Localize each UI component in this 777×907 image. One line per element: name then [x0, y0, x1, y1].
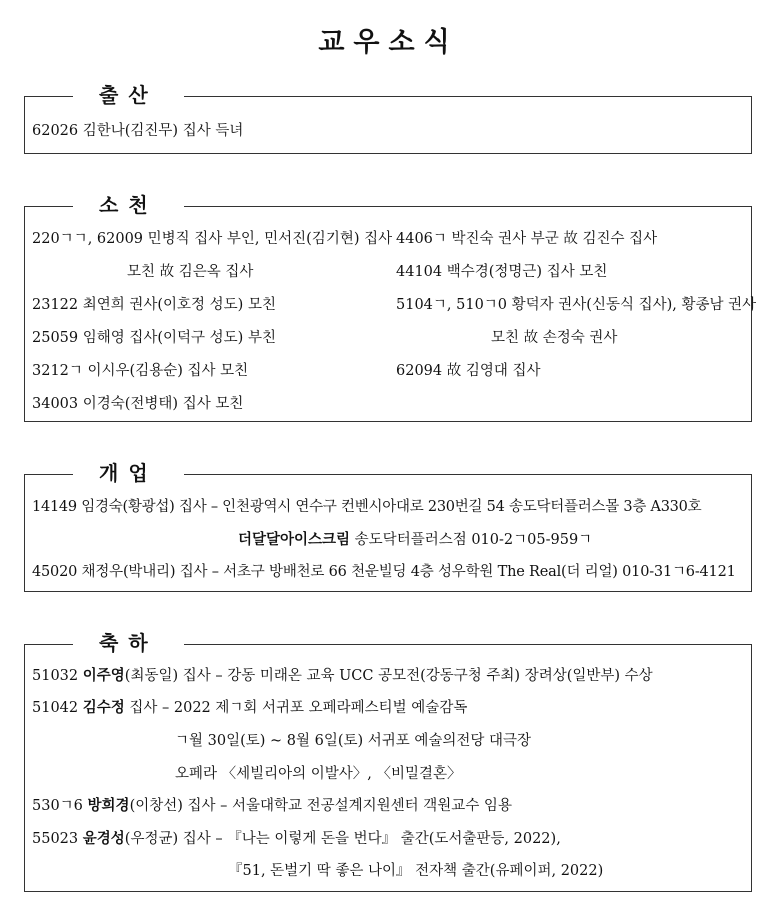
shop-detail: 송도닥터플러스점 010-2ㄱ05-959ㄱ	[350, 532, 593, 548]
congrats-entry-continuation: 오페라 〈세빌리아의 이발사〉, 〈비밀결혼〉	[175, 766, 462, 782]
opening-entry-continuation	[238, 530, 592, 550]
congrats-entry: 51042 김수정 집사 – 2022 제ㄱ회 서귀포 오페라페스티벌 예술감독	[32, 699, 468, 716]
death-section-label: 소천	[73, 191, 184, 219]
death-entry: 3212ㄱ 이시우(김용순) 집사 모친	[32, 363, 249, 379]
congrats-section	[24, 631, 752, 892]
person-name: 이주영	[82, 667, 125, 684]
death-entry: 34003 이경숙(전병태) 집사 모친	[32, 396, 244, 412]
death-entry: 44104 백수경(정명근) 집사 모친	[396, 264, 608, 280]
congrats-entry-continuation: 『51, 돈벌기 딱 좋은 나이』 전자책 출간(유페이퍼, 2022)	[228, 863, 604, 879]
congrats-entry: 530ㄱ6 방희경(이창선) 집사 – 서울대학교 전공설계지원센터 객원교수 임용	[32, 797, 512, 814]
birth-section-label: 출산	[73, 81, 184, 109]
death-entry-continuation: 모친 故 김은옥 집사	[127, 264, 254, 280]
birth-entry: 62026 김한나(김진무) 집사 득녀	[32, 123, 244, 139]
death-entry: 220ㄱㄱ, 62009 민병직 집사 부인, 민서진(김기현) 집사	[32, 231, 393, 247]
opening-section-label: 개업	[73, 459, 184, 487]
death-entry: 5104ㄱ, 510ㄱ0 황덕자 권사(신동식 집사), 황종남 권사	[396, 297, 757, 313]
congrats-entry: 51032 이주영(최동일) 집사 – 강동 미래온 교육 UCC 공모전(강동구청 주최) 장려상(일반부) 수상	[32, 667, 653, 684]
opening-entry: 14149 임경숙(황광섭) 집사 – 인천광역시 연수구 컨벤시아대로 230번길 54 송도닥터플러스몰 3층 A330호	[32, 499, 702, 515]
shop-name: 더달달아이스크림	[238, 531, 351, 548]
opening-entry: 45020 채정우(박내리) 집사 – 서초구 방배천로 66 천운빌딩 4층 성우학원 The Real(더 리얼) 010-31ㄱ6-4121	[32, 564, 736, 580]
person-name: 김수정	[82, 699, 125, 716]
person-name: 방희경	[87, 797, 130, 814]
page-title: 교우소식	[318, 27, 459, 58]
death-entry: 25059 임해영 집사(이덕구 성도) 부친	[32, 330, 276, 346]
death-entry: 4406ㄱ 박진숙 권사 부군 故 김진수 집사	[396, 231, 658, 247]
congrats-section-label: 축하	[73, 629, 184, 657]
death-section	[24, 193, 757, 422]
congrats-entry: 55023 윤경성(우정균) 집사 – 『나는 이렇게 돈을 번다』 출간(도서출판등, 2022),	[32, 830, 561, 847]
death-entry: 23122 최연희 권사(이호정 성도) 모친	[32, 297, 276, 313]
death-entry: 62094 故 김영대 집사	[396, 363, 541, 379]
congrats-entry-continuation: ㄱ월 30일(토) ~ 8월 6일(토) 서귀포 예술의전당 대극장	[175, 733, 532, 749]
person-name: 윤경성	[82, 830, 125, 847]
death-entry-continuation: 모친 故 손정숙 권사	[491, 330, 618, 346]
birth-section	[24, 83, 752, 154]
opening-section	[24, 461, 752, 592]
